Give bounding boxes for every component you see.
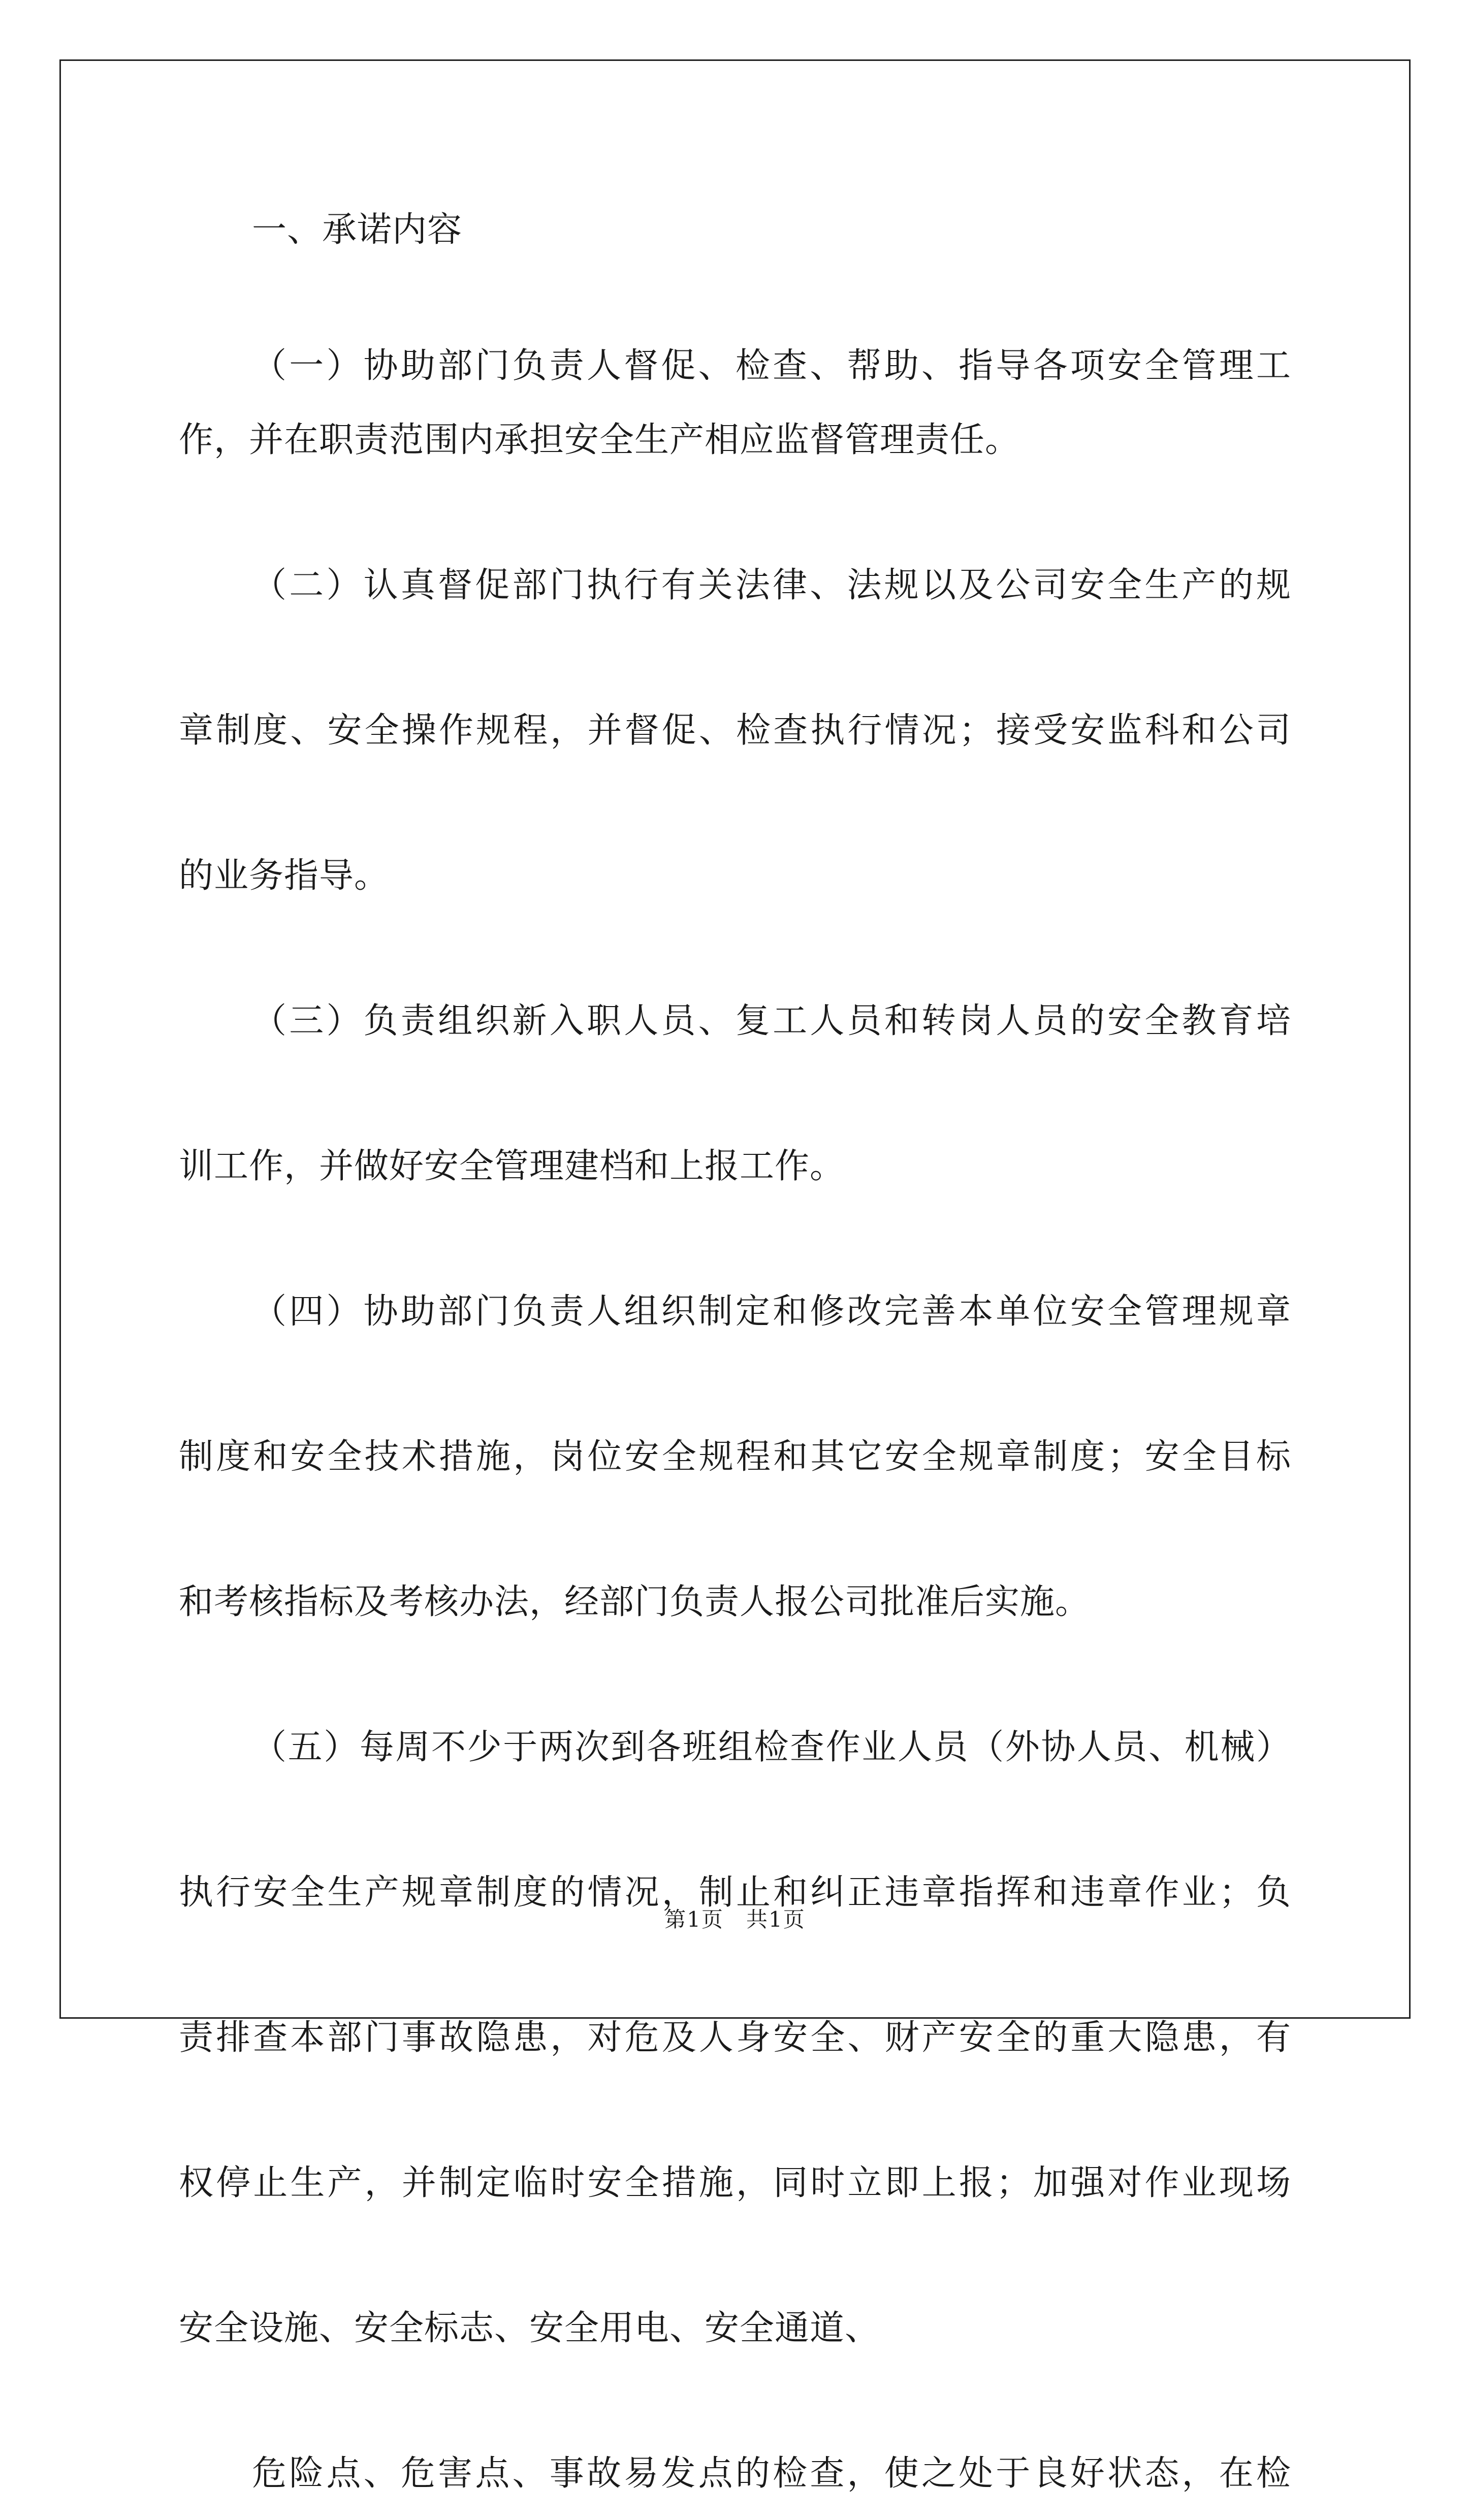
document-body — [179, 193, 1291, 2520]
paragraph-line: 权停止生产，并制定临时安全措施，同时立即上报；加强对作业现场 — [179, 2163, 1291, 2203]
paragraph-line: 训工作，并做好安全管理建档和上报工作。 — [179, 1146, 845, 1186]
paragraph-line: 责排查本部门事故隐患，对危及人身安全、财产安全的重大隐患，有 — [179, 2018, 1291, 2058]
paragraph-line: 执行安全生产规章制度的情况，制止和纠正违章指挥和违章作业；负 — [179, 1872, 1291, 1913]
paragraph-1 — [179, 338, 1291, 487]
paragraph-line: （三）负责组织新入职人员、复工人员和转岗人员的安全教育培 — [252, 1001, 1291, 1041]
paragraph-line: （一）协助部门负责人督促、检查、帮助、指导各项安全管理工 — [252, 346, 1291, 386]
paragraph-4 — [179, 1284, 1291, 1649]
paragraph-line: 制度和安全技术措施，岗位安全规程和其它安全规章制度；安全目标 — [179, 1437, 1291, 1477]
paragraph-line: 作，并在职责范围内承担安全生产相应监督管理责任。 — [179, 420, 1020, 460]
paragraph-line: （五）每周不少于两次到各班组检查作业人员（外协人员、机械） — [252, 1727, 1291, 1767]
paragraph-6 — [179, 2446, 1291, 2520]
paragraph-3 — [179, 993, 1291, 1213]
section-heading: 一、承诺内容 — [252, 210, 463, 250]
paragraph-line: （二）认真督促部门执行有关法律、法规以及公司安全生产的规 — [252, 565, 1291, 605]
paragraph-line: 危险点、危害点、事故易发点的检查，使之处于良好状态，在检 — [252, 2453, 1291, 2494]
paragraph-line: 和考核指标及考核办法，经部门负责人报公司批准后实施。 — [179, 1582, 1091, 1622]
paragraph-5 — [179, 1720, 1291, 2375]
paragraph-line: （四）协助部门负责人组织制定和修改完善本单位安全管理规章 — [252, 1291, 1291, 1332]
page-footer: 第1页 共1页 — [664, 1907, 806, 1932]
paragraph-2 — [179, 558, 1291, 922]
paragraph-line: 章制度、安全操作规程，并督促、检查执行情况；接受安监科和公司 — [179, 710, 1291, 751]
paragraph-line: 的业务指导。 — [179, 856, 390, 896]
paragraph-line: 安全设施、安全标志、安全用电、安全通道、 — [179, 2308, 880, 2348]
